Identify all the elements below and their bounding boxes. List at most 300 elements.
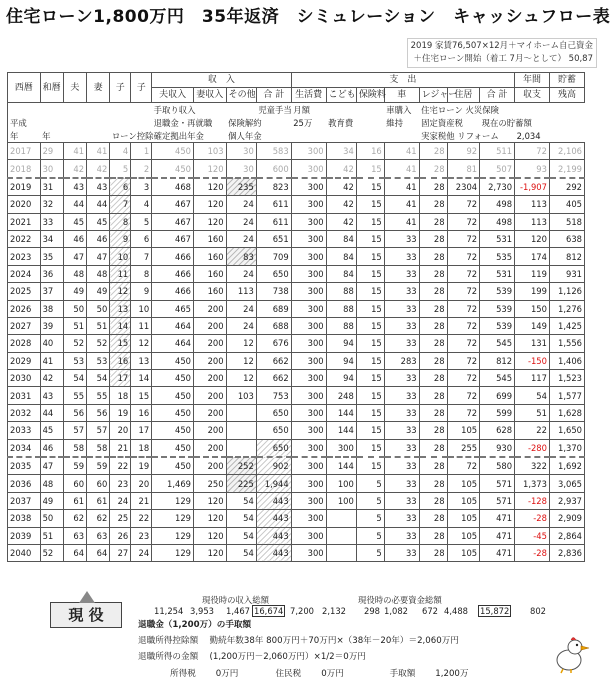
table-cell: 23 <box>131 527 152 544</box>
table-cell: 13 <box>131 352 152 369</box>
table-cell: 28 <box>419 265 447 282</box>
table-cell: 7 <box>110 196 131 213</box>
table-cell: 23 <box>110 475 131 492</box>
table-cell: 450 <box>152 457 194 475</box>
table-cell: 15 <box>356 439 384 457</box>
table-cell: 7 <box>131 248 152 265</box>
table-cell: 250 <box>194 475 227 492</box>
table-cell: 443 <box>256 527 291 544</box>
table-cell: 33 <box>384 335 419 352</box>
table-cell: 129 <box>152 544 194 561</box>
table-cell: 51 <box>63 317 86 334</box>
table-cell: 2033 <box>8 422 41 439</box>
table-cell: 52 <box>40 544 63 561</box>
table-cell: 300 <box>291 475 326 492</box>
table-cell: 105 <box>447 492 480 509</box>
table-cell: 200 <box>194 370 227 387</box>
table-cell: 28 <box>419 439 447 457</box>
table-cell: 15 <box>356 457 384 475</box>
table-cell: 144 <box>326 457 356 475</box>
table-cell: 467 <box>152 213 194 230</box>
description-cell <box>8 103 41 117</box>
table-cell: 300 <box>291 248 326 265</box>
table-cell: 450 <box>152 352 194 369</box>
table-cell: 64 <box>87 544 110 561</box>
table-row <box>8 527 585 544</box>
table-cell: 283 <box>384 352 419 369</box>
table-cell: 15 <box>356 300 384 317</box>
table-cell: 2023 <box>8 248 41 265</box>
table-cell: 57 <box>63 422 86 439</box>
table-cell: -45 <box>515 527 550 544</box>
tax-value: 0万円 <box>215 669 239 679</box>
col-insurance: 保険料 <box>356 88 384 103</box>
table-cell <box>326 544 356 561</box>
col-expense-total: 合 計 <box>480 88 515 103</box>
table-cell: 15 <box>356 317 384 334</box>
table-cell: 28 <box>419 196 447 213</box>
table-cell: 1,373 <box>515 475 550 492</box>
table-cell: 902 <box>256 457 291 475</box>
table-cell: 72 <box>447 300 480 317</box>
table-cell: 54 <box>226 527 256 544</box>
table-cell: 571 <box>480 475 515 492</box>
table-cell: 54 <box>63 370 86 387</box>
table-cell: 2019 <box>8 178 41 196</box>
table-cell: 105 <box>447 422 480 439</box>
table-cell: 41 <box>63 143 86 160</box>
table-cell: 33 <box>384 230 419 247</box>
table-cell: 2032 <box>8 404 41 421</box>
table-cell: 113 <box>515 213 550 230</box>
description-cell <box>326 129 356 143</box>
table-cell: 539 <box>480 317 515 334</box>
table-cell: 450 <box>152 439 194 457</box>
table-cell: 93 <box>515 160 550 178</box>
table-cell: -28 <box>515 544 550 561</box>
table-cell: 33 <box>384 317 419 334</box>
table-cell: 300 <box>291 213 326 230</box>
table-cell: 28 <box>419 317 447 334</box>
income-group-header: 収 入 <box>152 73 292 88</box>
table-cell: 823 <box>256 178 291 196</box>
table-cell: 94 <box>326 370 356 387</box>
table-cell: 88 <box>326 283 356 300</box>
col-income-other: その他 <box>226 88 256 103</box>
total-expense: 15,872 <box>480 606 510 616</box>
table-row <box>8 230 585 247</box>
table-cell: 12 <box>110 283 131 300</box>
table-cell: 113 <box>515 196 550 213</box>
table-cell: 15 <box>356 265 384 282</box>
table-cell: 300 <box>291 196 326 213</box>
col-leisure: レジャー <box>419 88 447 103</box>
table-cell: 650 <box>256 439 291 457</box>
table-cell: 105 <box>447 527 480 544</box>
table-cell: 1,406 <box>549 352 584 369</box>
table-cell: 72 <box>447 196 480 213</box>
table-cell: 467 <box>152 230 194 247</box>
income-total-label: 現役時の収入総額 <box>202 595 269 605</box>
table-cell: 30 <box>40 160 63 178</box>
table-cell: 19 <box>110 404 131 421</box>
table-cell: 8 <box>131 265 152 282</box>
table-cell <box>326 527 356 544</box>
table-cell: 52 <box>63 335 86 352</box>
table-cell: 699 <box>480 387 515 404</box>
table-cell: 56 <box>63 404 86 421</box>
table-cell: 72 <box>447 335 480 352</box>
table-cell: 200 <box>194 387 227 404</box>
expense-total-label: 現役時の必要資金総額 <box>358 595 442 605</box>
total-leisure: 672 <box>422 606 438 616</box>
table-cell: 252 <box>226 457 256 475</box>
description-cell <box>110 116 131 129</box>
table-cell: 41 <box>384 160 419 178</box>
table-cell: 25 <box>110 510 131 527</box>
table-cell: 59 <box>87 457 110 475</box>
col-car: 車 <box>384 88 419 103</box>
table-cell: 28 <box>419 352 447 369</box>
total-children: 2,132 <box>322 606 346 616</box>
table-cell: 467 <box>152 196 194 213</box>
table-cell: 465 <box>152 300 194 317</box>
table-cell: 200 <box>194 439 227 457</box>
table-cell: 105 <box>447 475 480 492</box>
table-cell: 105 <box>447 510 480 527</box>
table-cell: 611 <box>256 213 291 230</box>
table-cell: 33 <box>384 510 419 527</box>
table-cell: 84 <box>326 230 356 247</box>
table-cell: 100 <box>326 492 356 509</box>
table-cell: 54 <box>87 370 110 387</box>
table-cell: 15 <box>356 335 384 352</box>
table-cell: 144 <box>326 422 356 439</box>
table-row <box>8 475 585 492</box>
table-cell: 583 <box>256 143 291 160</box>
table-cell: 37 <box>40 283 63 300</box>
table-cell: 235 <box>226 178 256 196</box>
table-cell: 2020 <box>8 196 41 213</box>
table-cell: 54 <box>226 544 256 561</box>
table-cell: 72 <box>447 283 480 300</box>
table-cell: 44 <box>87 196 110 213</box>
table-cell: 300 <box>291 300 326 317</box>
table-cell: 49 <box>63 283 86 300</box>
table-row <box>8 352 585 369</box>
table-cell: 688 <box>256 317 291 334</box>
table-cell: 498 <box>480 196 515 213</box>
table-row <box>8 300 585 317</box>
table-cell: 450 <box>152 422 194 439</box>
description-cell: 年 <box>8 129 41 143</box>
table-row <box>8 404 585 421</box>
table-cell: 72 <box>447 213 480 230</box>
table-cell: 15 <box>356 178 384 196</box>
table-cell: 24 <box>226 300 256 317</box>
table-cell: 450 <box>152 370 194 387</box>
table-row <box>8 370 585 387</box>
table-cell: 120 <box>194 510 227 527</box>
table-cell: 662 <box>256 352 291 369</box>
table-cell: 5 <box>110 160 131 178</box>
table-cell: 300 <box>291 178 326 196</box>
table-cell: 200 <box>194 422 227 439</box>
table-cell: 43 <box>40 387 63 404</box>
table-cell: 709 <box>256 248 291 265</box>
table-row <box>8 544 585 561</box>
description-cell: 月額 <box>293 104 310 115</box>
table-cell: 84 <box>326 248 356 265</box>
table-cell: 83 <box>226 248 256 265</box>
table-cell: 28 <box>419 335 447 352</box>
description-cell <box>131 103 152 117</box>
table-cell: 28 <box>419 475 447 492</box>
table-cell: 48 <box>87 265 110 282</box>
table-cell: 113 <box>226 283 256 300</box>
table-cell: 18 <box>131 439 152 457</box>
table-cell: 38 <box>40 300 63 317</box>
table-cell: 450 <box>152 160 194 178</box>
net-value: 1,200万 <box>435 669 469 679</box>
resident-tax-value: 0万円 <box>321 669 344 679</box>
table-cell: 300 <box>291 387 326 404</box>
table-cell: 58 <box>63 439 86 457</box>
table-cell: 1,628 <box>549 404 584 421</box>
table-cell: 129 <box>152 527 194 544</box>
description-cell: 固定資産税 <box>421 117 464 128</box>
table-cell: 150 <box>515 300 550 317</box>
table-cell: 15 <box>356 283 384 300</box>
expense-group-header: 支 出 <box>291 73 514 88</box>
table-cell: 300 <box>291 265 326 282</box>
table-cell: 50 <box>40 510 63 527</box>
table-cell: 28 <box>419 387 447 404</box>
table-cell: 1,692 <box>549 457 584 475</box>
table-cell: 2040 <box>8 544 41 561</box>
table-cell: 2022 <box>8 230 41 247</box>
table-cell: 49 <box>40 492 63 509</box>
deduction-line <box>138 634 459 646</box>
table-cell: 55 <box>87 387 110 404</box>
table-row <box>8 213 585 230</box>
tax-line <box>170 667 468 679</box>
table-cell: 22 <box>515 422 550 439</box>
table-cell: 2024 <box>8 265 41 282</box>
table-row <box>8 143 585 160</box>
table-cell: 41 <box>40 352 63 369</box>
table-cell: 14 <box>131 370 152 387</box>
description-cell: 手取り収入 <box>153 104 196 115</box>
table-cell: -150 <box>515 352 550 369</box>
table-cell: 300 <box>291 230 326 247</box>
table-cell: 46 <box>63 230 86 247</box>
col-children: こども <box>326 88 356 103</box>
table-cell: 300 <box>291 492 326 509</box>
table-cell: 20 <box>110 422 131 439</box>
table-cell: 72 <box>447 317 480 334</box>
table-cell: 2,836 <box>549 544 584 561</box>
table-cell: 24 <box>110 492 131 509</box>
table-cell: 42 <box>87 160 110 178</box>
table-cell: 160 <box>194 248 227 265</box>
description-cell <box>194 103 227 117</box>
table-cell: 3 <box>131 178 152 196</box>
table-cell: 28 <box>419 143 447 160</box>
table-cell: 450 <box>152 404 194 421</box>
table-cell: 292 <box>549 178 584 196</box>
description-cell: 児童手当 <box>258 104 292 115</box>
table-row <box>8 387 585 404</box>
table-cell: 46 <box>87 230 110 247</box>
description-cell: 保険解約 <box>228 117 262 128</box>
table-cell: 33 <box>40 213 63 230</box>
table-cell: 47 <box>63 248 86 265</box>
table-cell: 466 <box>152 283 194 300</box>
table-cell: 5 <box>356 510 384 527</box>
table-cell: 88 <box>326 317 356 334</box>
table-cell: 35 <box>40 248 63 265</box>
table-cell: 160 <box>194 230 227 247</box>
table-cell: 738 <box>256 283 291 300</box>
table-cell: 300 <box>291 457 326 475</box>
table-cell: 300 <box>291 335 326 352</box>
table-cell: 160 <box>194 265 227 282</box>
table-row <box>8 196 585 213</box>
table-cell: 248 <box>326 387 356 404</box>
table-cell: 468 <box>152 178 194 196</box>
table-cell: 103 <box>194 143 227 160</box>
table-cell: 62 <box>87 510 110 527</box>
table-row <box>8 160 585 178</box>
col-child1: 子 <box>110 73 131 103</box>
table-cell: 1,370 <box>549 439 584 457</box>
table-cell: 11 <box>131 317 152 334</box>
table-cell: 33 <box>384 300 419 317</box>
table-cell: 33 <box>384 492 419 509</box>
table-cell: 1,650 <box>549 422 584 439</box>
table-cell: 47 <box>87 248 110 265</box>
table-cell: 5 <box>356 527 384 544</box>
table-cell: 300 <box>291 352 326 369</box>
table-cell: 650 <box>256 265 291 282</box>
table-cell: 63 <box>87 527 110 544</box>
table-cell: 31 <box>40 178 63 196</box>
table-cell: 200 <box>194 457 227 475</box>
table-cell: 33 <box>384 370 419 387</box>
description-cell <box>291 129 326 143</box>
table-cell: 2031 <box>8 387 41 404</box>
table-cell: 2,730 <box>480 178 515 196</box>
table-cell: 33 <box>384 475 419 492</box>
table-cell: 2,106 <box>549 143 584 160</box>
table-cell: 48 <box>63 265 86 282</box>
retirement-income-label: 退職所得の金額 <box>138 652 199 662</box>
table-cell: 58 <box>87 439 110 457</box>
table-cell: 15 <box>356 248 384 265</box>
table-cell: 518 <box>549 213 584 230</box>
table-cell: 39 <box>40 317 63 334</box>
table-cell: 72 <box>447 265 480 282</box>
table-cell: 100 <box>326 475 356 492</box>
deduction-label: 退職所得控除額 <box>138 636 199 646</box>
description-cell: 教育費 <box>328 117 354 128</box>
table-cell: 26 <box>110 527 131 544</box>
description-cell <box>226 103 256 117</box>
table-cell: 15 <box>110 335 131 352</box>
table-cell: 72 <box>515 143 550 160</box>
table-cell: 15 <box>356 160 384 178</box>
table-cell: 2025 <box>8 283 41 300</box>
table-cell: 42 <box>326 196 356 213</box>
table-cell: 662 <box>256 370 291 387</box>
table-cell: 53 <box>87 352 110 369</box>
table-cell: 24 <box>226 196 256 213</box>
table-cell: 2030 <box>8 370 41 387</box>
table-cell: 120 <box>194 213 227 230</box>
col-annual: 年間 <box>515 73 550 88</box>
total-other-income: 1,467 <box>226 606 250 616</box>
table-cell: 2026 <box>8 300 41 317</box>
description-row <box>8 129 585 143</box>
description-cell: 退職金・再就職 <box>153 117 213 128</box>
table-cell: 471 <box>480 544 515 561</box>
table-cell: 28 <box>419 248 447 265</box>
table-cell: 2304 <box>447 178 480 196</box>
table-cell: 57 <box>87 422 110 439</box>
col-housing: 住居 <box>447 88 480 103</box>
description-cell <box>40 103 63 117</box>
table-cell: 300 <box>291 160 326 178</box>
table-cell: 545 <box>480 370 515 387</box>
table-cell: 34 <box>326 143 356 160</box>
total-car: 1,082 <box>384 606 408 616</box>
table-cell: 10 <box>110 248 131 265</box>
table-cell: 45 <box>63 213 86 230</box>
table-cell: 40 <box>40 335 63 352</box>
table-cell: 225 <box>226 475 256 492</box>
total-husband-income: 11,254 <box>154 606 184 616</box>
retirement-income-line <box>138 650 366 662</box>
table-cell: 2027 <box>8 317 41 334</box>
description-cell <box>326 103 356 117</box>
description-row <box>8 116 585 129</box>
table-cell: 200 <box>194 352 227 369</box>
table-cell: 15 <box>356 387 384 404</box>
deduction-calc: 勤続年数38年 800万円＋70万円×（38年－20年）＝2,060万円 <box>209 636 459 646</box>
table-cell: 300 <box>291 510 326 527</box>
table-cell: 1,577 <box>549 387 584 404</box>
table-cell: 24 <box>226 213 256 230</box>
table-cell: 62 <box>63 510 86 527</box>
description-cell <box>356 116 384 129</box>
table-cell: 36 <box>40 265 63 282</box>
table-cell: 33 <box>384 404 419 421</box>
table-cell: 72 <box>447 370 480 387</box>
col-income-wife: 妻収入 <box>194 88 227 103</box>
table-cell: 53 <box>63 352 86 369</box>
table-cell: 54 <box>515 387 550 404</box>
table-cell: 60 <box>63 475 86 492</box>
table-cell: 5 <box>356 475 384 492</box>
table-cell: 64 <box>63 544 86 561</box>
table-cell: 15 <box>356 370 384 387</box>
table-cell: 33 <box>384 544 419 561</box>
note-callout <box>407 38 597 68</box>
table-cell: 120 <box>194 544 227 561</box>
table-cell: 535 <box>480 248 515 265</box>
table-cell: 41 <box>384 178 419 196</box>
